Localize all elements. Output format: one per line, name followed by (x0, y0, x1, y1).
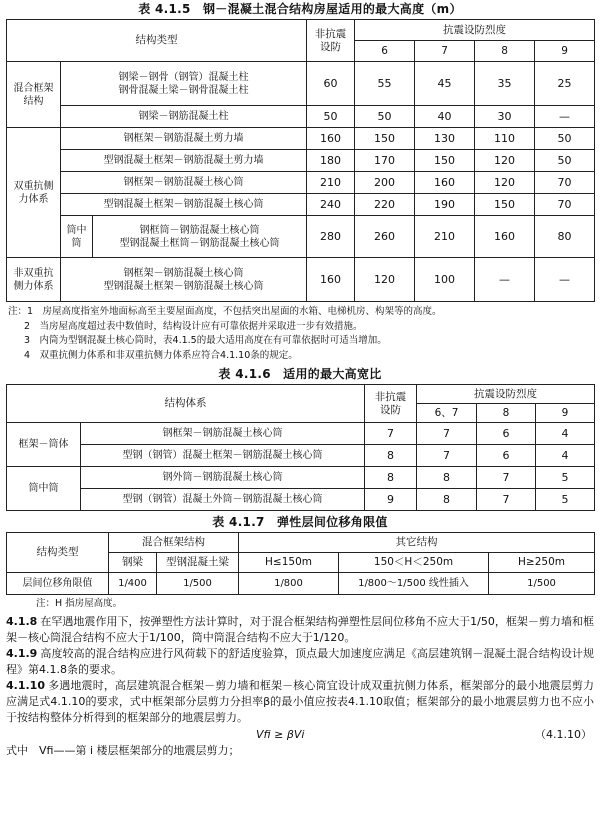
cell-value: 180 (307, 150, 355, 172)
cell-value: 1/800 (239, 573, 339, 595)
cell-value: 35 (475, 62, 535, 106)
formula-expression: Vfi ≥ βVi (256, 727, 305, 741)
cell-value: 7 (477, 467, 536, 489)
cell-value: 9 (365, 489, 417, 511)
row-label: 钢外筒－钢筋混凝土核心筒 (81, 467, 365, 489)
cell-value: 40 (415, 106, 475, 128)
cell-value: 70 (535, 172, 595, 194)
cell-value: 120 (355, 258, 415, 302)
table-4-1-5-notes (6, 305, 594, 363)
header-sub: 150＜H＜250m (339, 553, 489, 573)
cell-value: 50 (307, 106, 355, 128)
cell-value: 4 (536, 423, 595, 445)
clause-text: 高度较高的混合结构应进行风荷载下的舒适度验算，顶点最大加速度应满足《高层建筑钢－混凝土混合结构设计规程》第4.1.8条的要求。 (6, 646, 594, 676)
row-label: 钢梁－钢筋混凝土柱 (61, 106, 307, 128)
table-4-1-6-title: 表 4.1.6 适用的最大高宽比 (218, 367, 382, 381)
note-item: 3 内筒为型钢混凝土核心筒时，表4.1.5的最大适用高度在有可靠依据时可适当增加。 (24, 335, 387, 346)
header-sub: 型钢混凝土梁 (157, 553, 239, 573)
cell-value: 8 (365, 445, 417, 467)
row-label: 钢框架－钢筋混凝土核心筒 (81, 423, 365, 445)
cell-value: 5 (536, 467, 595, 489)
row-label: 钢框架－钢筋混凝土剪力墙 (61, 128, 307, 150)
cell-value: 170 (355, 150, 415, 172)
aspect-ratio-table (6, 384, 595, 511)
cell-value: 45 (415, 62, 475, 106)
clause-number: 4.1.10 (6, 678, 45, 692)
drift-limit-table (6, 532, 595, 595)
cell-value: 8 (417, 467, 477, 489)
cell-value: 220 (355, 194, 415, 216)
cell-value: 150 (355, 128, 415, 150)
cell-value: 8 (365, 467, 417, 489)
cell-value: 240 (307, 194, 355, 216)
group-dual-system: 双重抗侧 力体系 (7, 128, 61, 258)
header-sub: H≥250m (489, 553, 595, 573)
cell-value: 120 (475, 150, 535, 172)
clause-4-1-10 (6, 678, 594, 726)
cell-value: 80 (535, 216, 595, 258)
row-label: 钢框筒－钢筋混凝土核心筒 型钢混凝土框筒－钢筋混凝土核心筒 (93, 216, 307, 258)
header-intensity: 抗震设防烈度 (355, 20, 595, 41)
clause-number: 4.1.9 (6, 646, 38, 660)
row-label: 层间位移角限值 (7, 573, 109, 595)
formula-4-1-10 (6, 726, 594, 743)
cell-value: 110 (475, 128, 535, 150)
header-structure-system: 结构体系 (7, 385, 365, 423)
header-structure-type: 结构类型 (7, 20, 307, 62)
header-degree: 8 (475, 41, 535, 62)
header-non-seismic: 非抗震 设防 (307, 20, 355, 62)
clause-text: 在罕遇地震作用下，按弹塑性方法计算时，对于混合框架结构弹塑性层间位移角不应大于1/50，框架－剪力墙和框架－核心筒混合结构不应大于1/100，筒中筒混合结构不应大于1/120。 (6, 614, 594, 644)
cell-value: 4 (536, 445, 595, 467)
cell-value: 200 (355, 172, 415, 194)
row-label: 钢框架－钢筋混凝土核心筒 (61, 172, 307, 194)
note-item: 注：1 房屋高度指室外地面标高至主要屋面高度，不包括突出屋面的水箱、电梯机房、构架等的高度。 (8, 306, 442, 317)
cell-value: 160 (307, 128, 355, 150)
cell-value: 150 (415, 150, 475, 172)
cell-value: 280 (307, 216, 355, 258)
clause-text: 多遇地震时，高层建筑混合框架－剪力墙和框架－核心筒宜设计成双重抗侧力体系，框架部分的最小地震层剪力应满足式4.1.10的要求，式中框架部分层剪力分担率β的最小值应按表4.1.10取值；框架部分的最小地震层剪力也不应小于按结构整体分析得到的框架部分的地震层剪力。 (6, 678, 594, 724)
cell-value: 7 (417, 423, 477, 445)
header-sub: H≤150m (239, 553, 339, 573)
cell-value: 160 (475, 216, 535, 258)
cell-value: 1/500 (157, 573, 239, 595)
table-4-1-7-title: 表 4.1.7 弹性层间位移角限值 (212, 515, 388, 529)
table-4-1-7-note: 注：H 指房屋高度。 (36, 598, 123, 609)
cell-value: 100 (415, 258, 475, 302)
header-degree: 9 (535, 41, 595, 62)
header-degree: 6 (355, 41, 415, 62)
cell-value: 1/800～1/500 线性插入 (339, 573, 489, 595)
cell-value: 30 (475, 106, 535, 128)
header-degree: 6、7 (417, 404, 477, 423)
header-non-seismic: 非抗震 设防 (365, 385, 417, 423)
row-label: 型钢（钢管）混凝土框架－钢筋混凝土核心筒 (81, 445, 365, 467)
cell-value: 190 (415, 194, 475, 216)
cell-value: 210 (307, 172, 355, 194)
clause-number: 4.1.8 (6, 614, 38, 628)
header-mixed-frame: 混合框架结构 (109, 533, 239, 553)
cell-value: 6 (477, 423, 536, 445)
group-tube-in-tube: 筒中筒 (7, 467, 81, 511)
cell-value: 5 (536, 489, 595, 511)
row-label: 型钢混凝土框架－钢筋混凝土剪力墙 (61, 150, 307, 172)
row-label: 钢梁－钢骨（钢管）混凝土柱 钢骨混凝土梁－钢骨混凝土柱 (61, 62, 307, 106)
cell-value: 210 (415, 216, 475, 258)
cell-value: 50 (355, 106, 415, 128)
header-sub: 钢梁 (109, 553, 157, 573)
cell-value: — (535, 258, 595, 302)
table-4-1-5-title: 表 4.1.5 钢－混凝土混合结构房屋适用的最大高度（m） (138, 2, 462, 16)
cell-value: 70 (535, 194, 595, 216)
header-degree: 7 (415, 41, 475, 62)
cell-value: 1/400 (109, 573, 157, 595)
cell-value: 50 (535, 128, 595, 150)
cell-value: 7 (365, 423, 417, 445)
note-item: 2 当房屋高度超过表中数值时，结构设计应有可靠依据并采取进一步有效措施。 (24, 320, 363, 332)
row-label: 型钢混凝土框架－钢筋混凝土核心筒 (61, 194, 307, 216)
header-degree: 8 (477, 404, 536, 423)
cell-value: — (475, 258, 535, 302)
cell-value: 150 (475, 194, 535, 216)
header-other-structures: 其它结构 (239, 533, 595, 553)
cell-value: — (535, 106, 595, 128)
cell-value: 1/500 (489, 573, 595, 595)
cell-value: 7 (417, 445, 477, 467)
note-item: 4 双重抗侧力体系和非双重抗侧力体系应符合4.1.10条的规定。 (24, 349, 298, 361)
cell-value: 25 (535, 62, 595, 106)
header-structure-type: 结构类型 (7, 533, 109, 573)
formula-number: （4.1.10） (535, 727, 592, 741)
header-intensity: 抗震设防烈度 (417, 385, 595, 404)
header-degree: 9 (536, 404, 595, 423)
cell-value: 8 (417, 489, 477, 511)
max-height-table (6, 19, 595, 302)
row-label: 钢框架－钢筋混凝土核心筒 型钢混凝土框架－钢筋混凝土核心筒 (61, 258, 307, 302)
cell-value: 160 (415, 172, 475, 194)
clause-4-1-9 (6, 646, 594, 678)
cell-value: 130 (415, 128, 475, 150)
group-non-dual-system: 非双重抗 侧力体系 (7, 258, 61, 302)
clause-4-1-8 (6, 614, 594, 646)
group-frame-core: 框架－筒体 (7, 423, 81, 467)
cell-value: 6 (477, 445, 536, 467)
cell-value: 55 (355, 62, 415, 106)
cell-value: 7 (477, 489, 536, 511)
cell-value: 50 (535, 150, 595, 172)
subgroup-tube-in-tube: 筒中筒 (61, 216, 93, 258)
cell-value: 160 (307, 258, 355, 302)
symbol-definition: 式中 Vfi——第 i 楼层框架部分的地震层剪力； (6, 743, 240, 757)
cell-value: 120 (475, 172, 535, 194)
row-label: 型钢（钢管）混凝土外筒－钢筋混凝土核心筒 (81, 489, 365, 511)
group-mixed-frame: 混合框架 结构 (7, 62, 61, 128)
cell-value: 60 (307, 62, 355, 106)
cell-value: 260 (355, 216, 415, 258)
